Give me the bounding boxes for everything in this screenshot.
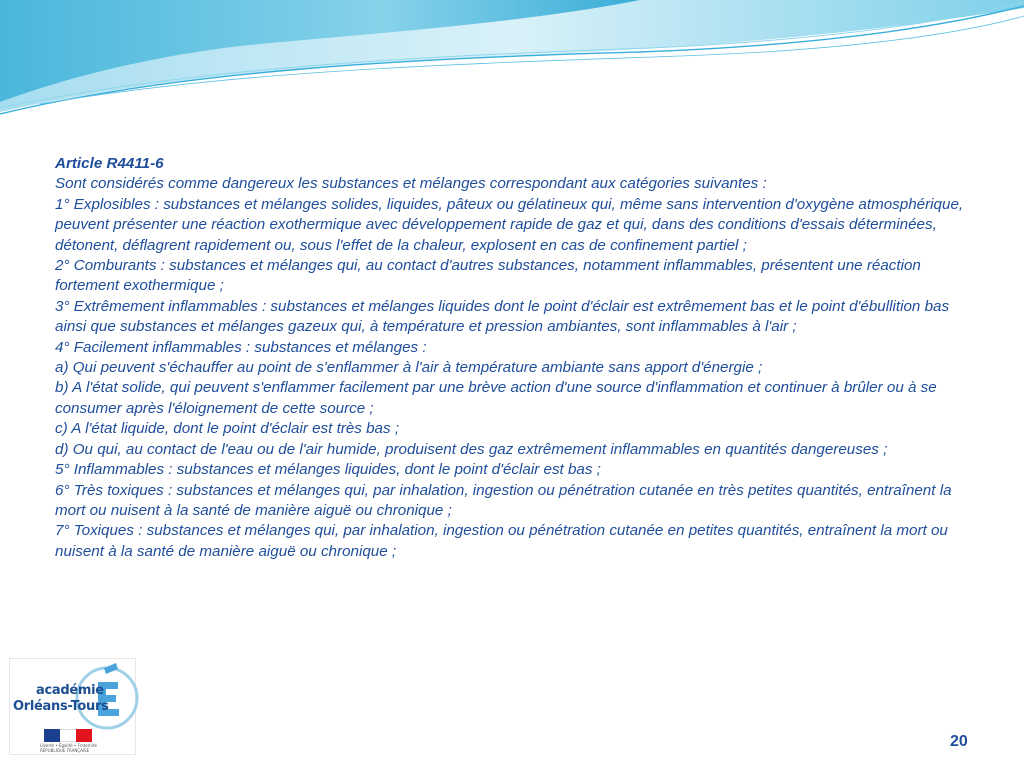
article-title: Article R4411-6 [55,155,164,172]
article-paragraph: 1° Explosibles : substances et mélanges solides, liquides, pâteux ou gélatineux qui, même sans intervention d'oxygène atmosphérique, peuvent présenter une réaction exothermique avec développement rapide de gaz et qui, dans des conditions d'essais déterminées, détonent, déflagrent rapidement ou, sous l'effet de la chaleur, explosent en cas de confinement partiel ; [55,195,964,254]
academie-orleans-tours-logo [9,658,136,755]
article-paragraph: b) A l'état solide, qui peuvent s'enflammer facilement par une brève action d'une source d'inflammation et continuer à brûler ou à se consumer après l'éloignement de cette source ; [55,379,937,417]
article-text-block [55,154,970,562]
article-paragraph: 6° Très toxiques : substances et mélanges qui, par inhalation, ingestion ou pénétration cutanée en très petites quantités, entraînent la mort ou nuisent à la santé de manière aiguë ou chronique ; [55,481,952,519]
article-paragraph: c) A l'état liquide, dont le point d'éclair est très bas ; [55,420,400,438]
article-paragraph: 7° Toxiques : substances et mélanges qui, par inhalation, ingestion ou pénétration cutanée en petites quantités, entraînent la mort ou nuisent à la santé de manière aiguë ou chronique ; [55,522,948,560]
header-wave-decoration [0,0,1024,130]
logo-line-orleans-tours: Orléans-Tours [13,699,109,714]
article-paragraph: 3° Extrêmement inflammables : substances et mélanges liquides dont le point d'éclair est extrêmement bas et le point d'ébullition bas ainsi que substances et mélanges gazeux qui, à température et pression ambiantes, sont inflammables à l'air ; [55,297,950,336]
article-paragraph: Sont considérés comme dangereux les substances et mélanges correspondant aux catégories suivantes : [55,175,767,193]
page-number: 20 [950,733,968,750]
french-flag-icon [44,729,92,742]
logo-motto: Liberté • Égalité • Fraternité [40,743,97,748]
article-paragraph: 4° Facilement inflammables : substances et mélanges : [55,338,427,356]
logo-republic: RÉPUBLIQUE FRANÇAISE [40,748,90,753]
article-paragraph: 5° Inflammables : substances et mélanges liquides, dont le point d'éclair est bas ; [55,461,601,479]
article-paragraph: 2° Comburants : substances et mélanges qui, au contact d'autres substances, notamment inflammables, présentent une réaction fortement exothermique ; [55,257,921,295]
logo-line-academie: académie [36,683,104,698]
article-paragraph: a) Qui peuvent s'échauffer au point de s'enflammer à l'air à température ambiante sans apport d'énergie ; [55,359,763,377]
article-paragraph: d) Ou qui, au contact de l'eau ou de l'air humide, produisent des gaz extrêmement inflammables en quantités dangereuses ; [55,440,888,458]
